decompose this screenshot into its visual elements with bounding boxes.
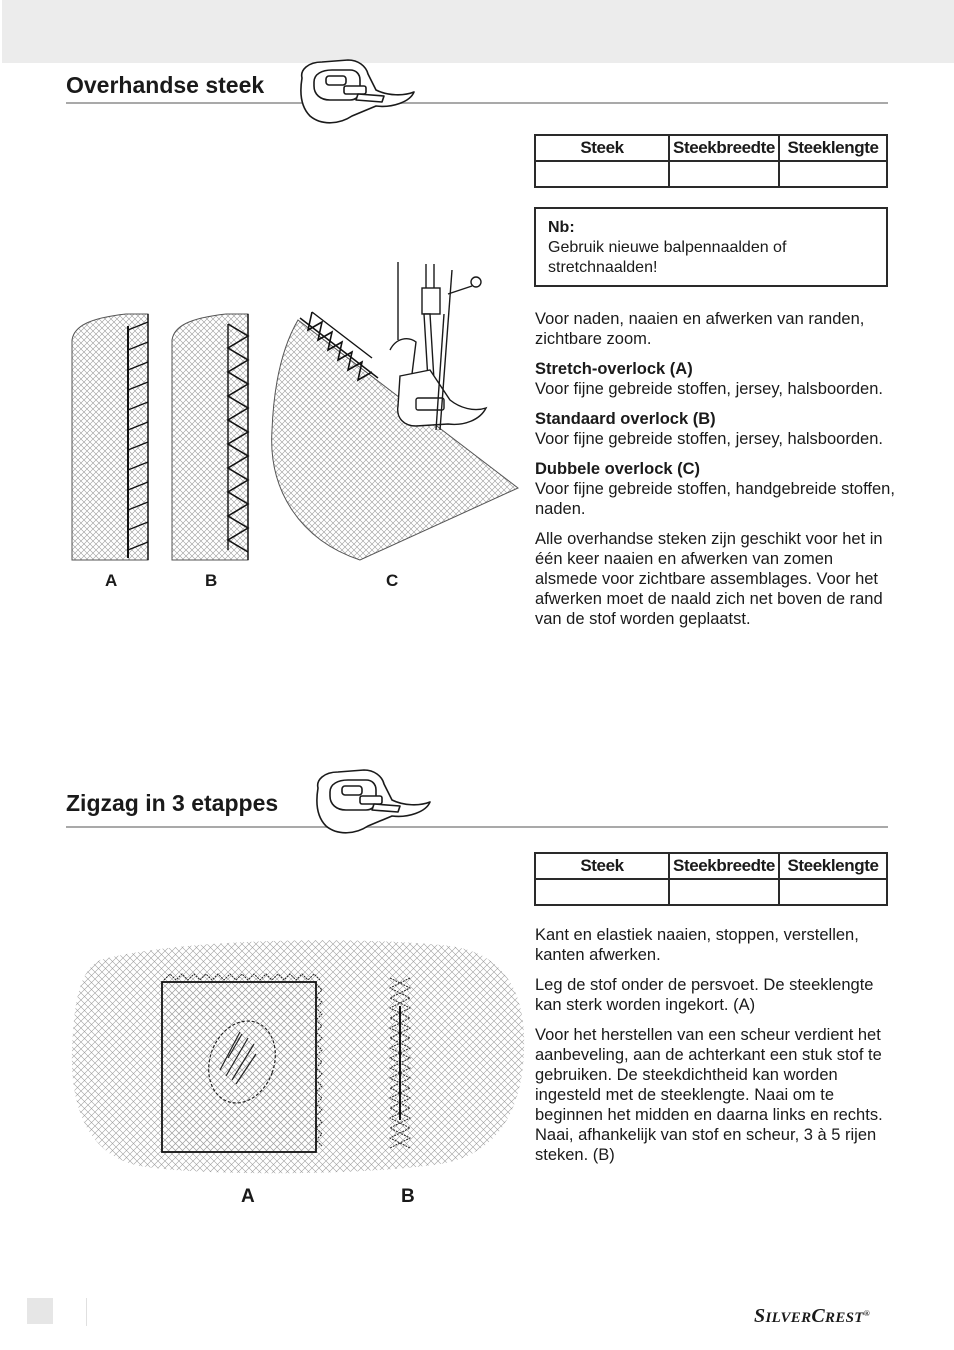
figure-label-a: A [105,571,118,590]
table-cell-steeklengte [779,879,887,905]
table-cell-steek [535,161,669,187]
presser-foot-icon [312,766,436,842]
table-header-steek: Steek [535,135,669,161]
page-number-box [27,1298,53,1324]
stitch-settings-table [534,134,888,188]
section-divider [66,826,888,828]
outro-paragraph: Alle overhandse steken zijn geschikt voor het in één keer naaien en afwerken van zomen alsmede voor zichtbare assemblages. Voor het afwerken moet de naald zich net boven de rand van de stof worden geplaatst. [535,530,883,628]
paragraph: Kant en elastiek naaien, stoppen, verstellen, kanten afwerken. [535,926,859,964]
table-header-steekbreedte: Steekbreedte [669,853,779,879]
overlock-stitch-illustration [60,250,530,570]
presser-foot-icon [296,56,420,132]
paragraph: Leg de stof onder de persvoet. De steeklengte kan sterk worden ingekort. (A) [535,976,874,1014]
table-header-steekbreedte: Steekbreedte [669,135,779,161]
section1-text [535,309,897,639]
item-text: Voor fijne gebreide stoffen, jersey, halsboorden. [535,380,883,398]
figure-label-b: B [401,1186,415,1207]
note-box [534,207,888,287]
item-stretch-overlock [535,359,897,399]
footer-divider [86,1298,87,1326]
figure-label-a: A [241,1186,255,1207]
figure-label-b: B [205,571,218,590]
item-text: Voor fijne gebreide stoffen, jersey, halsboorden. [535,430,883,448]
section2-text [535,925,897,1175]
note-title: Nb: [548,219,575,236]
table-cell-steeklengte [779,161,887,187]
stitch-settings-table [534,852,888,906]
table-cell-steekbreedte [669,161,779,187]
intro-paragraph: Voor naden, naaien en afwerken van randen, zichtbare zoom. [535,310,865,348]
item-text: Voor fijne gebreide stoffen, handgebreide stoffen, naden. [535,480,895,518]
zigzag-repair-illustration [60,930,530,1180]
paragraph: Voor het herstellen van een scheur verdient het aanbeveling, aan de achterkant een stuk stof te gebruiken. De steekdichtheid kan worden ingesteld met de steeklengte. Naai om te beginnen het midden en daarna links en rechts. Naai, afhankelijk van stof en scheur, 3 à 5 rijen steken. (B) [535,1026,883,1164]
item-title: Dubbele overlock (C) [535,460,701,478]
table-cell-steek [535,879,669,905]
table-cell-steekbreedte [669,879,779,905]
page-header-band [2,0,954,63]
table-header-steeklengte: Steeklengte [779,135,887,161]
item-standaard-overlock [535,409,897,449]
figure-label-c: C [386,571,399,590]
table-header-steeklengte: Steeklengte [779,853,887,879]
item-dubbele-overlock [535,459,897,519]
section-title-overhandse-steek: Overhandse steek [66,72,265,98]
note-text: Gebruik nieuwe balpennaalden of stretchnaalden! [548,239,787,276]
section-title-zigzag: Zigzag in 3 etappes [66,790,279,816]
section-divider [66,102,888,104]
item-title: Stretch-overlock (A) [535,360,693,378]
brand-logo: SILVERCREST® [754,1305,871,1327]
table-header-steek: Steek [535,853,669,879]
item-title: Standaard overlock (B) [535,410,716,428]
